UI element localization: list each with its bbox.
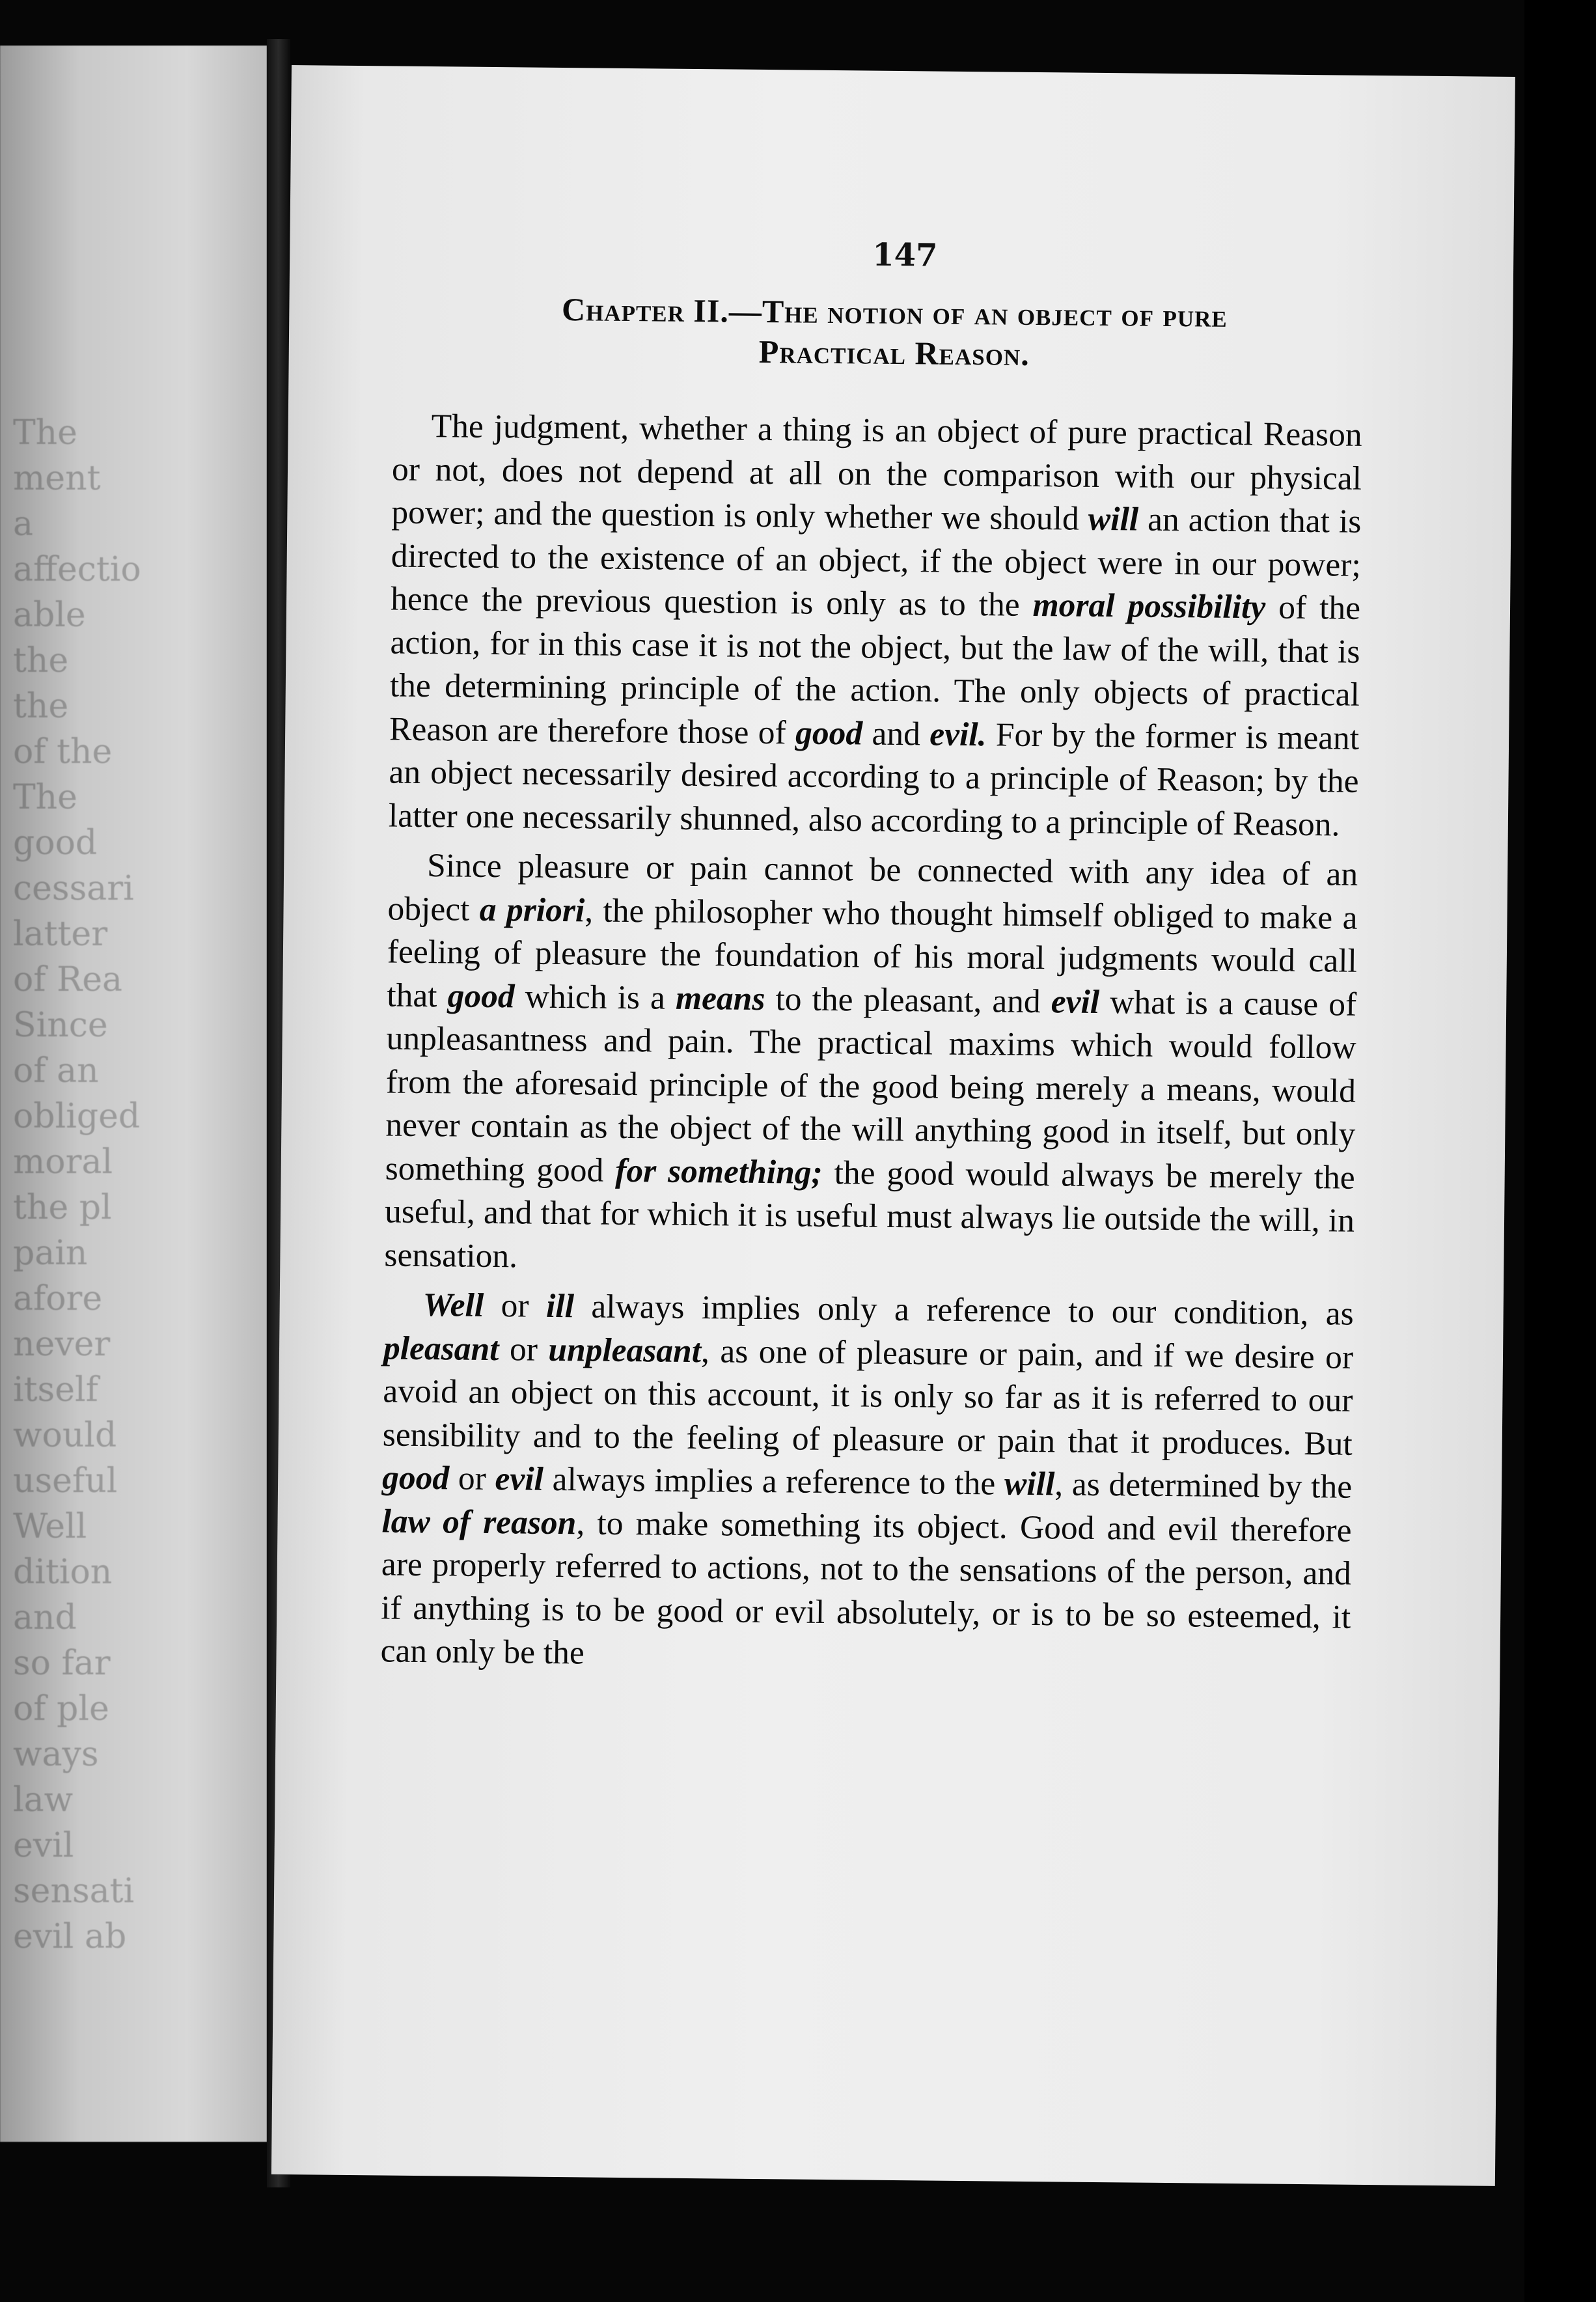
facing-page-fragment: good — [13, 824, 98, 863]
facing-page-fragment: a — [13, 505, 34, 544]
text-run: always implies only a reference to our condition, as — [573, 1288, 1354, 1333]
italic-text-run: for something; — [614, 1152, 823, 1191]
book-page — [271, 65, 1515, 2186]
facing-page-fragment: evil ab — [13, 1917, 127, 1956]
page-number: 147 — [872, 236, 938, 274]
facing-page-fragment: ways — [13, 1735, 99, 1774]
facing-page-fragment: The — [13, 413, 77, 452]
italic-text-run: means — [675, 979, 765, 1018]
text-run: The judgment, whether a thing is an object of pure practical Reason or not, does not depend at all on the comparison with our physical power; and the question is only whether we should — [391, 408, 1362, 538]
facing-page-fragment: itself — [13, 1370, 98, 1409]
text-run: , as determined by the — [1054, 1465, 1353, 1506]
facing-page-fragment: never — [13, 1325, 111, 1364]
facing-page-fragment: evil — [13, 1826, 74, 1865]
facing-page-fragment: ment — [13, 459, 101, 498]
facing-page-fragment: dition — [13, 1553, 113, 1592]
paragraph — [380, 1283, 1354, 1682]
facing-page-fragment: affectio — [13, 550, 141, 589]
text-run: always implies a reference to the — [543, 1460, 1005, 1503]
text-run: the good would always be merely the useful, and that for which it is useful must always lie outside the will, in sensation. — [384, 1154, 1355, 1275]
italic-text-run: will — [1088, 500, 1139, 538]
facing-page-left — [0, 46, 267, 2142]
italic-text-run: unpleasant — [548, 1331, 702, 1370]
facing-page-fragment: law — [13, 1781, 74, 1820]
facing-page-fragment: moral — [13, 1143, 113, 1182]
text-run: of the action, for in this case it is not the object, but the law of the will, that is the determining principle of the action. The only objects of practical Reason are therefore those of — [389, 589, 1361, 751]
facing-page-fragment: Since — [13, 1006, 108, 1045]
facing-page-fragment: the — [13, 687, 69, 726]
text-run: or — [448, 1460, 495, 1498]
italic-text-run: ill — [545, 1287, 575, 1325]
text-run: or — [499, 1330, 549, 1368]
text-run: , the philosopher who thought himself obliged to make a feeling of pleasure the foundation of his moral judgments would call that — [387, 891, 1358, 1014]
italic-text-run: good — [795, 714, 863, 752]
italic-text-run: good — [447, 977, 515, 1015]
text-run: or — [483, 1286, 547, 1325]
facing-page-fragment: afore — [13, 1279, 103, 1318]
italic-text-run: law of reason — [381, 1502, 577, 1542]
page-body — [380, 405, 1362, 1683]
facing-page-fragment: and — [13, 1598, 77, 1637]
italic-text-run: evil — [1051, 982, 1100, 1021]
italic-text-run: pleasant — [383, 1329, 499, 1368]
text-run: , to make something its object. Good and evil therefore are properly referred to actions, not to the sensations of the person, and if anything is to be good or evil absolutely, or is to be so esteemed, it can only be the — [380, 1504, 1352, 1672]
italic-text-run: will — [1004, 1465, 1055, 1503]
facing-page-bleed-text — [13, 410, 260, 1960]
facing-page-fragment: would — [13, 1416, 117, 1455]
text-run: which is a — [514, 977, 676, 1017]
facing-page-fragment: of ple — [13, 1689, 109, 1728]
facing-page-fragment: the — [13, 641, 69, 680]
italic-text-run: Well — [422, 1286, 484, 1324]
facing-page-fragment: able — [13, 596, 86, 635]
facing-page-fragment: cessari — [13, 869, 134, 908]
facing-page-fragment: The — [13, 778, 77, 817]
facing-page-fragment: of Rea — [13, 960, 123, 999]
facing-page-fragment: useful — [13, 1462, 118, 1501]
facing-page-fragment: the pl — [13, 1188, 112, 1227]
paragraph — [384, 844, 1358, 1286]
italic-text-run: moral possibility — [1032, 586, 1266, 626]
facing-page-fragment: latter — [13, 915, 108, 954]
facing-page-fragment: of the — [13, 732, 113, 771]
text-run: For by the former is meant an object necessarily desired according to a principle of Reason; by the latter one necessarily shunned, also according to a principle of Reason. — [388, 715, 1360, 844]
text-run: an action that is directed to the existence of an object, if the object were in our power; hence the previous question is only as to the — [390, 501, 1362, 624]
italic-text-run: good — [381, 1459, 450, 1497]
italic-text-run: a priori — [479, 891, 585, 929]
facing-page-fragment: of an — [13, 1051, 99, 1090]
scanner-border — [1524, 0, 1596, 2302]
facing-page-fragment: obliged — [13, 1097, 141, 1136]
text-run: and — [862, 714, 930, 753]
chapter-heading — [484, 288, 1305, 377]
paragraph — [389, 405, 1362, 847]
italic-text-run: evil — [495, 1460, 544, 1498]
facing-page-fragment: pain — [13, 1234, 88, 1273]
text-run: , as one of pleasure or pain, and if we desire or avoid an object on this account, it is only so far as it is referred to our sensibility and to the feeling of pleasure or pain that it produces. But — [382, 1332, 1354, 1463]
chapter-heading-line-2: Practical Reason. — [758, 333, 1030, 372]
facing-page-fragment: so far — [13, 1644, 111, 1683]
text-run: what is a cause of unpleasantness and pain. The practical maxims which would follow from the aforesaid principle of the good being merely a means, would never contain as the object of the will anything good in itself, but only something good — [385, 983, 1357, 1189]
text-run: Since pleasure or pain cannot be connected with any idea of an object — [387, 847, 1358, 928]
facing-page-fragment: sensati — [13, 1872, 135, 1911]
text-run: to the pleasant, and — [765, 980, 1052, 1020]
chapter-heading-line-1: Chapter II.—The notion of an object of pure — [561, 291, 1228, 334]
italic-text-run: evil. — [929, 715, 987, 753]
facing-page-fragment: Well — [13, 1507, 87, 1546]
